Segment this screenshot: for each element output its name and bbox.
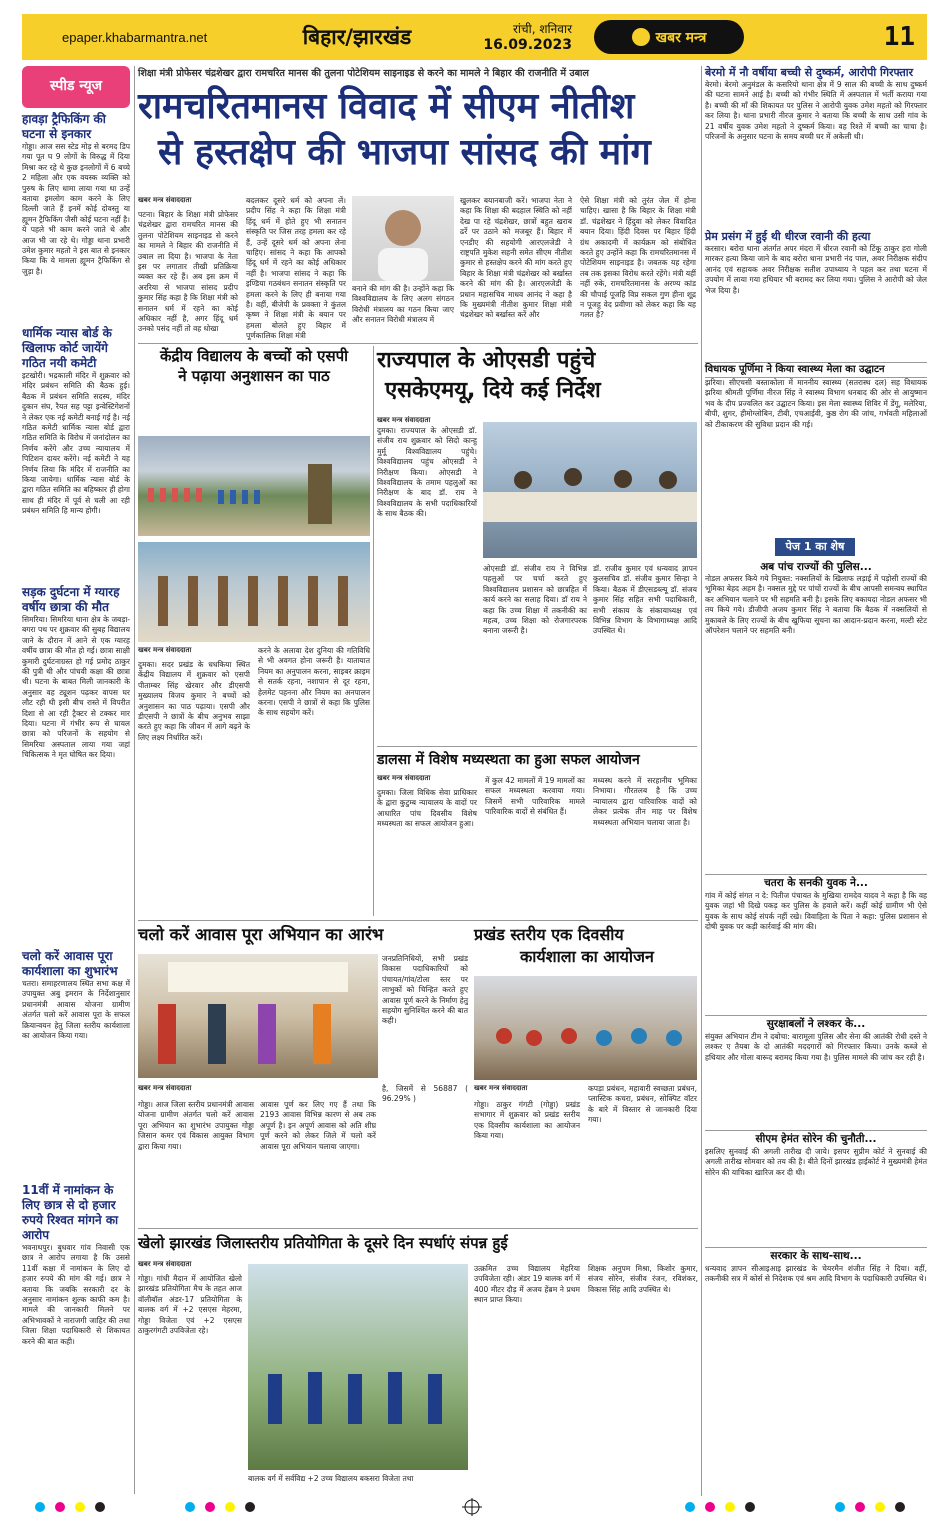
- section-rule: [138, 343, 698, 344]
- right-news-column: [705, 66, 927, 1494]
- brief-headline: 11वीं में नामांकन के लिए छात्र से दो हजार रुपये रिश्वत मांगने का आरोप: [22, 1183, 119, 1242]
- awas-story: [138, 924, 468, 1224]
- awas-body-col1: गोड्डा। आज जिला स्तरीय प्रधानमंत्री आवास योजना ग्रामीण अंतर्गत चलो करें आवास पूरा अभियान का शुभारंभ उपायुक्त गोड्डा जिसान कमर एवं विकास आयुक्त विभाग द्वारा किया गया।: [138, 1100, 254, 1151]
- brief-headline: हावड़ा ट्रैफिकिंग की घटना से इनकार: [22, 112, 106, 141]
- brief-headline: सड़क दुर्घटना में ग्यारह वर्षीय छात्रा की मौत: [22, 585, 120, 614]
- dalsa-byline: खबर मन्त्र संवाददाता: [377, 774, 431, 782]
- lead-headline-line2: से हस्तक्षेप की भाजपा सांसद की मांग: [158, 132, 651, 173]
- speed-news-logo: [22, 66, 130, 108]
- city-day: रांची, शनिवार: [513, 22, 572, 36]
- right-body-soren: इसलिए सुनवाई की अगली तारीख दी जाये। इसपर सुप्रीम कोर्ट ने सुनवाई की अगली तारीख सोमवार को तय की है। बीते दिनों झारखंड हाईकोर्ट ने मुख्यमंत्री हेमंत सोरेन की याचिका खारिज कर दी थी।: [705, 1147, 928, 1177]
- workshop-photo: [474, 976, 697, 1080]
- brief-3: [22, 585, 130, 945]
- page-number: 11: [883, 22, 915, 52]
- governor-story: [377, 346, 697, 736]
- continued-box-header-wrap: [705, 536, 927, 560]
- right-headline-top: बेरमो में नौ वर्षीया बच्ची से दुष्कर्म, आरोपी गिरफ्तार: [705, 66, 914, 79]
- right-headline-love: प्रेम प्रसंग में हुई थी धीरज रवानी की हत्या: [705, 230, 871, 243]
- awas-headline: चलो करें आवास पूरा अभियान का आरंभ: [138, 925, 384, 944]
- section-rule: [377, 746, 697, 747]
- kv-officials-photo: [138, 542, 370, 642]
- kv-headline-line2: ने पढ़ाया अनुशासन का पाठ: [178, 367, 330, 385]
- brief-headline: चलो करें आवास पूरा कार्यशाला का शुभारंभ: [22, 949, 118, 978]
- brief-headline: धार्मिक न्यास बोर्ड के खिलाफ कोर्ट जायेंगे गठित नयी कमेटी: [22, 326, 112, 370]
- governor-body-col1: दुमका। राज्यपाल के ओएसडी डॉ. संजीव राय शुक्रवार को सिदो कान्हु मुर्मू विश्वविद्यालय पहुंचे। विश्वविद्यालय पहुंच ओएसडी ने निरीक्षण किया। ओएसडी ने विश्वविद्यालय के तमाम पहलुओं का निरीक्षण के बाद डॉ. राय ने विश्वविद्यालय के सभी पदाधिकारियों के साथ बैठक की।: [377, 426, 477, 519]
- meeting-illustration: [483, 422, 697, 558]
- right-body-top: बेरमो। बेरमो अनुमंडल के कसरियो थाना क्षेत्र में 9 साल की बच्ची के साथ दुष्कर्म की घटना सामने आई है। बच्ची को गंभीर स्थिति में अस्पताल में भर्ती कराया गया है। बच्ची की माँ की शिकायत पर पुलिस ने आरोपी युवक उमेश महतो को गिरफ्तार कर लिया है। थाना प्रभारी नीरज कुमार ने बताया कि बच्ची के साथ उसी गांव के 21 वर्षीय युवक उमेश महतो ने दुष्कर्म किया। वह रिश्ते में बच्ची का चाचा है। परिजनों के अनुसार घटना के समय बच्ची घर में अकेली थी।: [705, 80, 927, 142]
- person-icon: [352, 196, 454, 281]
- lead-body-col2: बदलकर दूसरे धर्म को अपना लें। प्रदीप सिंह ने कहा कि शिक्षा मंत्री हिंदू धर्म में होते हुए भी सनातन संस्कृति पर जिस तरह हमला कर रहे हैं, उन्हें दूसरे धर्म को अपना लेना चाहिए। सांसद ने कहा कि आपको हिंदू धर्म में रहने का कोई अधिकार नहीं है। भाजपा सांसद ने कहा कि इण्डिया गठबंधन सनातन संस्कृति पर हमला करने के लिए ही बनाया गया है। वहीं, बीजेपी के प्रवक्ता ने कुंतल कृष्ण ने शिक्षा मंत्री के बयान पर हमला बोलते हुए बिहार में पूर्णकालिक शिक्षा मंत्री: [246, 196, 346, 341]
- continued-box-header: पेज 1 का शेष: [775, 538, 855, 556]
- lead-body-col4: ऐसे शिक्षा मंत्री को तुरंत जेल में होना चाहिए। खासा है कि बिहार के शिक्षा मंत्री डॉ. चंद्रशेखर ने हिंदुवा को लेकर विवादित बयान दिया। हिंदी दिवस पर बिहार हिंदी ग्रंथ अकादमी में कार्यक्रम को संबोधित करते हुए उन्होंने कहा कि रामचरितमानस में पोटेशियम साइनाइड है। जबतक यह रहेगा तब तक इसका विरोध करते रहेंगे। मंत्री यहीं नहीं रुके, रामचरितमानस के अरण्य कांड की चौपाई पूजहि विप्र सकल गुण हीना शूद्र न पूजहु वेद प्रवीणा को लेकर कहा कि यह गलत है?: [580, 196, 696, 320]
- sports-headline: खेलो झारखंड जिलास्तरीय प्रतियोगिता के दूसरे दिन स्पर्धाएं संपन्न हुई: [138, 1234, 508, 1252]
- dalsa-body-col3: मध्यस्थ करने में सरहानीय भूमिका निभाया। गौरतलब है कि उच्च न्यायालय द्वारा पारिवारिक वादों को लेकर प्रत्येक तीन माह पर विशेष मध्यस्थता अभियान चलाया जाता है।: [593, 776, 697, 827]
- sports-body-col2: उत्क्रमित उच्च विद्यालय मेहरिया उपविजेता रही। अंडर 19 बालक वर्ग में 400 मीटर दौड़ में अजय हेंब्रम ने प्रथम स्थान प्राप्त किया।: [474, 1264, 580, 1305]
- brand-name: खबर मन्त्र: [655, 29, 707, 46]
- governor-byline: खबर मन्त्र संवाददाता: [377, 416, 431, 424]
- governor-body-col3: डॉ. राजीव कुमार एवं धन्यवाद ज्ञापन कुलसचिव डॉ. संजीव कुमार सिन्हा ने किया। बैठक में डीएसडब्ल्यू डॉ. संजय कुमार सिंह सहित सभी पदाधिकारी, सभी संकाय के संकायाध्यक्ष एवं विभिन्न विभाग के विभागाध्यक्ष आदि उपस्थित थे।: [593, 564, 697, 636]
- meeting-photo: [483, 422, 697, 558]
- right-headline-five: अब पांच राज्यों की पुलिस...: [760, 561, 872, 573]
- speed-news-text: स्पीड न्यूज: [49, 78, 103, 94]
- page-header: [22, 14, 927, 60]
- brief-body: सिमरिया। सिमरिया थाना क्षेत्र के जबड़ा-बगरा पथ पर शुक्रवार की सुबह विद्यालय जाने के दौरान में आने से एक ग्यारह वर्षीय छात्रा की मौत हो गई। छात्रा साक्षी कुमारी दुर्घटनाग्रस्त हो गई प्रमोद ठाकुर की पुत्री थी और पांचवी कक्षा की छात्रा थी। घटना के बाबत मिली जानकारी के अनुसार वह ट्यूशन पढ़कर वापस घर लौट रही थी इसी बीच रास्ते में विपरीत दिशा से आ रही ट्रैक्टर से टक्कर मार दिया। घटना में गंभीर रूप से घायल छात्रा को परिजनों के सहयोग से सिमरिया अस्पताल लाया गया जहां चिकित्सक ने मृत घोषित कर दिया।: [22, 615, 130, 760]
- athletes-illustration: [248, 1264, 468, 1470]
- site-url[interactable]: epaper.khabarmantra.net: [62, 29, 208, 45]
- workshop-byline: खबर मन्त्र संवाददाता: [474, 1084, 528, 1092]
- workshop-body-col1: गोड्डा। ठाकुर गंगटी (गोड्डा) प्रखंड सभागार में शुक्रवार को प्रखंड स्तरीय एक दिवसीय कार्यशाला का आयोजन किया गया।: [474, 1100, 580, 1141]
- workshop-story: [474, 924, 697, 1224]
- awas-event-photo: [138, 954, 378, 1078]
- students-illustration: [138, 436, 370, 536]
- right-headline-soren: सीएम हेमंत सोरेन की चुनौती...: [705, 1130, 927, 1147]
- dateline: [462, 21, 572, 53]
- sports-byline: खबर मन्त्र संवाददाता: [138, 1260, 192, 1268]
- brief-body: भवनाथपुर। बुधवार गांव निवासी एक छात्र ने आरोप लगाया है कि उससे 11वीं कक्षा में नामांकन के लिए दो हजार रुपये की मांग की गई। छात्र ने बताया कि जबकि सरकारी दर के अनुसार नामांकन शुल्क काफी कम है। मामले की जानकारी मिलने पर अभिभावकों ने नाराजगी जाहिर की तथा जिला शिक्षा पदाधिकारी से शिकायत करने की बात कही।: [22, 1243, 130, 1346]
- lead-body: [138, 196, 698, 341]
- left-news-column: [22, 112, 130, 1492]
- workshop-headline-line2: कार्यशाला का आयोजन: [520, 947, 654, 966]
- right-body-five: नोडल अफसर किये गये नियुक्त: नक्सलियों के खिलाफ लड़ाई में पड़ोसी राज्यों की भूमिका बेहद अहम है। नक्सल मुद्दे पर पांचों राज्यों के बीच आपसी समन्वय स्थापित कर अभियान चलाने पर भी सहमति बनी है। इसके लिए बकायदा नोडल अफसर भी तय किये गये। डीजीपी अजय कुमार सिंह ने बताया कि बैठक में नक्सलियों से मुकाबले के लिए राज्यों के बीच खुफिया सूचना का आदान-प्रदान करना, मल्टी स्टेट ऑपरेशन चलाने पर सहमति बनी।: [705, 574, 927, 636]
- brief-body: चतरा। समाहरणालय स्थित सभा कक्ष में उपायुक्त अबु इमरान के निर्देशानुसार प्रधानमंत्री आवास योजना ग्रामीण अंतर्गत चलो करें आवास पूरा के सफल क्रियान्वयन हेतु जिला स्तरीय कार्यशाला का आयोजन किया गया।: [22, 979, 130, 1041]
- section-rule: [138, 1228, 698, 1229]
- governor-headline-line2: एसकेएमयू, दिये कई निर्देश: [385, 378, 601, 403]
- right-body-story: गांव में कोई संगत न दे: पितीज पंचायत के मुखिया रामदेव यादव ने कहा है कि वह युवक जहां भी दिखे पकड़ कर पुलिस के हवाले करें। कहीं कोई ग्रामीण भी ऐसे युवक के साथ कोई संपर्क नहीं रखे। विवाहिता के पिता ने कहा: पुलिस प्रशासन से दोषी युवक पर कड़ी कार्रवाई की मांग की।: [705, 891, 927, 932]
- kv-body-col1: दुमका। सदर प्रखंड के धधकिया स्थित केंद्रीय विद्यालय में शुक्रवार को एसपी पीताम्बर सिंह खेरवार और डीएसपी मुख्यालय विजय कुमार ने बच्चों को अनुशासन का पाठ पढ़ाया। एसपी और डीएसपी ने छात्रों के बीच अनुभव साझा करते हुए कहा कि जीवन में आगे बढ़ने के लिए लक्ष्य निर्धारित करें।: [138, 660, 250, 742]
- brand-emblem-icon: [632, 28, 650, 46]
- kv-body: [138, 646, 370, 916]
- awas-caption: है, जिसमें से 56887 ( 96.29% ): [382, 1084, 468, 1104]
- stage-illustration: [138, 954, 378, 1078]
- column-rule: [373, 346, 374, 916]
- right-headline-guard: सुरक्षाबलों ने लश्कर के...: [705, 1015, 927, 1032]
- brief-5: [22, 1183, 130, 1483]
- kv-assembly-photo: [138, 436, 370, 536]
- right-body-guard: संयुक्त अभियान टीम ने दबोचा: बारामूला पुलिस और सेना की आतंकी रोधी दस्ते ने लश्कर ए तैयबा के दो आतंकी मददगारों को गिरफ्तार किया। उनके कब्जे से हथियार और गोला बारूद बरामद किया गया है। पुलिस मामले की जांच कर रही है।: [705, 1032, 927, 1062]
- mp-portrait-photo: [352, 196, 454, 281]
- brief-body: गोड्डा। आज सस स्टेड मोड़ से बरमद डिप गया पूत घ 9 लोगों के विरुद्ध में दिया मिश्रा कर रहे थे कुछ इनलोगों में 6 बच्चे 2 महिला और एक वयस्क व्यक्ति को पुरुष के लिए धामा लाया गया था उन्हें बताया इमलोग काम करने के लिए दिल्ली जाते हैं इनमें कोई दोवस्तु या ह्यूमन ट्रैफिकिंग जैसी कोई घटना नहीं है। ये पहले भी काम करने जाते थे और आज भी जा रहे थे। गोड्डा थाना प्रभारी उमेश कुमार महतो ने इस बात से इनकार किया कि ये मामला ह्यूमन ट्रैफिकिंग से जुड़ा है।: [22, 142, 130, 276]
- section-rule: [138, 920, 698, 921]
- right-headline-story: चतरा के सनकी युवक ने...: [705, 874, 927, 891]
- brief-2: [22, 326, 130, 581]
- audience-illustration: [474, 976, 697, 1080]
- sports-photo: [248, 1264, 468, 1470]
- lead-body-col1: पटना। बिहार के शिक्षा मंत्री प्रोफेसर चंद्रशेखर द्वारा रामचरित मानस की तुलना पोटेशियम साइनाइड से करने का मामले ने बिहार की राजनीति में उबाल ला दिया है। भाजपा के नेता इस पर लगातार तीखी प्रतिक्रिया व्यक्त कर रहे हैं। अब इस क्रम में अररिया से भाजपा सांसद प्रदीप कुमार सिंह कहा है कि शिक्षा मंत्री को सनातन धर्म में रहने का कोई अधिकार नहीं है, अगर हिंदू धर्म उनको पसंद नहीं तो वह धोखा: [138, 210, 238, 334]
- workshop-body-col2: कपड़ा प्रबंधन, महावारी स्वच्छता प्रबंधन, प्लास्टिक कचरा, प्रबंधन, सोक्पिट वॉटर के बारे में विस्तार से जानकारी दिया गया।: [588, 1084, 697, 1125]
- kv-story: [138, 346, 370, 676]
- workshop-headline-line1: प्रखंड स्तरीय एक दिवसीय: [474, 925, 624, 944]
- lead-photo-caption: बनाने की मांग की है। उन्होंने कहा कि विश्वविद्यालय के लिए अलग संगठन विरोधी मंत्रालय का गठन किया जाए और सनातन विरोधी मंत्रालय में: [352, 284, 454, 325]
- right-body-love: करसार। बरोरा थाना अंतर्गत अपर मंदरा में धीरज रवानी को टिंकू ठाकुर हरा गोली मारकर हत्या किया जाने के बाद बरोरा थाना प्रभारी नंद पाल, अवर निरीक्षक संदीप आनंद एवं सहायक अवर निरीक्षक सतीश उपाध्याय ने पहल कर तथा घटना में उपयोग में लाया गया हथियार भी बरामद कर लिया गया। पुलिस ने आरोपी को जेल भेज दिया है।: [705, 244, 927, 295]
- right-headline-health: विधायक पूर्णिमा ने किया स्वास्थ्य मेला का उद्घाटन: [705, 362, 927, 378]
- officials-illustration: [138, 542, 370, 642]
- dalsa-headline: डालसा में विशेष मध्यस्थता का हुआ सफल आयोजन: [377, 752, 640, 768]
- brief-4: [22, 949, 130, 1179]
- lead-kicker: शिक्षा मंत्री प्रोफेसर चंद्रशेखर द्वारा रामचरित मानस की तुलना पोटेशियम साइनाइड से करने का मामले ने बिहार की राजनीति में उबाल: [138, 68, 589, 79]
- sports-body-col1: गोड्डा। गांधी मैदान में आयोजित खेलो झारखंड प्रतियोगिता मैच के तहत आज वॉलीबॉल अंडर-17 प्रतियोगिता के बालक वर्ग में +2 एसएस मेहरमा, गोड्डा विजेता एवं +2 एसएस ठाकुरगंगटी उपविजेता रहे।: [138, 1274, 242, 1336]
- awas-byline: खबर मन्त्र संवाददाता: [138, 1084, 192, 1092]
- kv-body-col2: करने के अलावा देश दुनिया की गतिविधि से भी अवगत होना जरूरी है। यातायात नियम का अनुपालन करना, साइबर क्राइम से सतर्क रहना, नशापान से दूर रहना, हेलमेट पहनना और नियम का अनपालन करना। एसपी ने छात्रों से कहा कि पुलिस के साथ सहयोग करें।: [258, 646, 370, 718]
- right-body-health: झरिया। सीएचसी बस्ताकोला में माननीय स्वास्थ्य (सतरास्थ दल) सह विधायक झरिया श्रीमती पूर्णिमा नीरज सिंह ने स्वास्थ्य विभाग धनबाद की ओर से आयुष्मान भव के दीप प्रज्वलित कर उद्घाटन किया। इस मेला स्वास्थ्य शिविर में डेंगू, मलेरिया, बीपी, शुगर, हीमोग्लोबिन, टीबी, एचआईवी, कुष्ठ रोग की जांच, गर्भवती महिलाओं को टीकाकरण की सुविधा प्रदान की गई।: [705, 378, 927, 429]
- dalsa-story: [377, 750, 697, 916]
- sports-story: [138, 1232, 698, 1494]
- crosshair-icon: [462, 1498, 482, 1516]
- awas-body-col2: आवास पूर्ण कर लिए गए हैं तथा कि 2193 आवास विभिन्न कारण से अब तक अपूर्ण है। इन अपूर्ण आवास को अति शीघ्र पूर्ण करने को लेकर जिले में चलो करें आवास पूरा अभियान चलाया जाएगा।: [260, 1100, 376, 1151]
- kv-byline: खबर मन्त्र संवाददाता: [138, 646, 192, 654]
- brief-body: इटखोरी। भद्रकाली मंदिर में शुक्रवार को मंदिर प्रबंधन समिति की बैठक हुई। बैठक में प्रबंधन समिति सदस्य, मंदिर दुकान संघ, रैयत सह पट्टा इन्वेस्टिगेशनों ने लेकर एक नई कमेटी बनाई गई है। नई गठित कमेटी धार्मिक न्यास बोर्ड द्वारा गठित समिति के विरोध में जनांदोलन का निर्णय करेंगे और उच्च न्यायालय में पिटिशन दायर करेंगे। नई कमेटी ने यह निर्णय लिया कि मंदिर में राजनीति का किया जायेगा। धार्मिक न्यास बोर्ड के द्वारा गठित समिति का बहिष्कार ही होगा साथ ही मंदिर में पूर्व से चली आ रही प्रबंधन समिति हि मान्य होगी।: [22, 371, 130, 516]
- sports-body-col3: शिक्षक अनुपम मिश्रा, किशोर कुमार, संजय सोरेन, संजीव रंजन, रविशंकर, विकास सिंह आदि उपस्थित थे।: [588, 1264, 698, 1294]
- awas-body-col3: जनप्रतिनिधियों, सभी प्रखंड विकास पदाधिकारियों को पंचायत/गांव/टोला स्तर पर लाभुकों को चिन्हित करते हुए आवास पूर्ण करने के निर्माण हेतु सहयोग सुनिश्चित करने की बात कही।: [382, 954, 468, 1026]
- color-dots-left: [35, 1502, 255, 1512]
- sports-photo-caption: बालक वर्ग में सर्वविद्य +2 उच्च विद्यालय बकसरा विजेता तथा: [248, 1474, 414, 1483]
- print-registration-marks: [0, 1498, 945, 1517]
- right-headline-gov: सरकार के साथ-साथ...: [705, 1247, 927, 1264]
- governor-body-col2: ओएसडी डॉ. संजीव राय ने विभिन्न पहलुओं पर चर्चा करते हुए विश्वविद्यालय प्रशासन को छात्रहित में कार्य करने का सलाह दिया। डॉ राय ने कहा कि उच्च शिक्षा में तकनीकी का महत्व, उच्च शिक्षा को रोजगारपरक बनाना जरूरी है।: [483, 564, 587, 636]
- governor-headline-line1: राज्यपाल के ओएसडी पहुंचे: [377, 348, 596, 373]
- color-dots-right: [685, 1502, 905, 1512]
- lead-body-col3: खुलकर बयानबाजी करें। भाजपा नेता ने कहा कि शिक्षा की बदहाल स्थिति को नहीं देख पा रहे चंद्रशेखर, छात्रों बहुत खराब ढर्रे पर उठाने को मजबूर हैं। बिहार में एनडीए की सहयोगी आरएलजेडी ने राष्ट्रपति मुकेश सहनी समेत सीएम नीतीश कुमार से हस्तक्षेप करने की मांग करते हुए बिहार के शिक्षा मंत्री चंद्रशेखर को बर्खास्त करने की मांग की है। आरएलजेडी के प्रधान महासचिव माधव आनंद ने कहा है कि मुख्यमंत्री नीतीश कुमार शिक्षा मंत्री चंद्रशेखर को बर्खास्त करें और: [460, 196, 572, 320]
- dalsa-body-col1: दुमका। जिला विधिक सेवा प्राधिकार के द्वारा कुटुम्ब न्यायालय के वादों पर आधारित पांच दिवसीय विशेष मध्यस्थता का सफल आयोजन हुआ।: [377, 788, 477, 829]
- brand-logo: [594, 20, 744, 54]
- lead-byline: खबर मन्त्र संवाददाता: [138, 196, 192, 204]
- kv-headline-line1: केंद्रीय विद्यालय के बच्चों को एसपी: [159, 347, 348, 365]
- issue-date: 16.09.2023: [483, 37, 572, 53]
- column-rule: [134, 66, 135, 1494]
- brief-1: [22, 112, 130, 322]
- column-rule: [701, 66, 702, 1496]
- dalsa-body-col2: में कुल 42 मामलों में 19 मामलों का सफल मध्यस्थता करवाया गया। जिसमें सभी पारिवारिक मामले पारिवारिक वादों से संबंधित हैं।: [485, 776, 585, 817]
- right-body-gov: धन्यवाद ज्ञापन सीआइआइ झारखंड के चेयरमैन शंजीत सिंह ने दिया। वहीं, तकनीकी सत्र में कोर्स से निदेशक एवं श्रम आदि विभाग के पदाधिकारी उपस्थित थे।: [705, 1264, 927, 1284]
- lead-headline-line1: रामचरितमानस विवाद में सीएम नीतीश: [138, 86, 635, 127]
- section-title: बिहार/झारखंड: [302, 25, 412, 49]
